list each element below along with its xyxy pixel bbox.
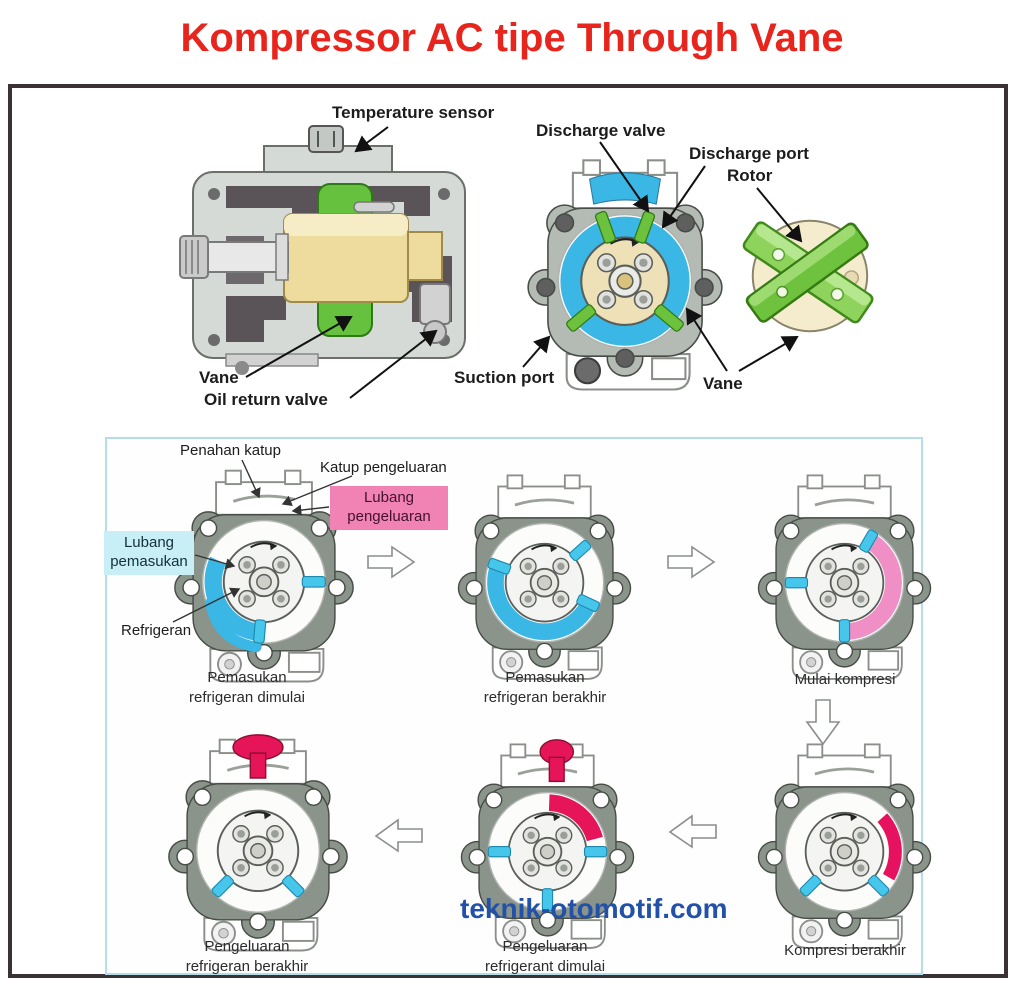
rotor-vane-figure xyxy=(733,192,881,354)
compressor-front-cutaway-figure xyxy=(520,152,730,402)
discharge-valve-label: Discharge valve xyxy=(536,121,666,140)
step-1-caption: Pemasukan refrigeran dimulai xyxy=(189,669,305,706)
vane-left-label: Vane xyxy=(199,368,239,387)
temperature-sensor-label: Temperature sensor xyxy=(332,103,495,122)
rotor-label: Rotor xyxy=(727,166,773,185)
step-3-caption: Mulai kompresi xyxy=(794,671,896,688)
vane-right-label: Vane xyxy=(703,374,743,393)
step-6-caption: Pengeluaran refrigeran berakhir xyxy=(185,938,309,975)
katup-pengeluaran-label: Katup pengeluaran xyxy=(320,459,447,476)
step-5-caption: Pengeluaran refrigerant dimulai xyxy=(484,938,606,975)
oil-return-valve-label: Oil return valve xyxy=(204,390,328,409)
discharge-port-label: Discharge port xyxy=(689,144,809,163)
cycle-step-5-figure xyxy=(455,737,640,959)
step-4-caption: Kompresi berakhir xyxy=(784,942,906,959)
lubang-pengeluaran-tag: Lubang pengeluaran xyxy=(330,486,448,530)
page-title: Kompressor AC tipe Through Vane xyxy=(180,16,844,60)
cycle-step-6-figure xyxy=(162,732,354,962)
compressor-side-cutaway-figure xyxy=(168,116,488,388)
watermark-text: teknik-otomotif.com xyxy=(460,893,728,924)
suction-port-label: Suction port xyxy=(454,368,555,387)
cycle-step-4-figure xyxy=(752,737,937,959)
cycle-step-2-figure xyxy=(452,468,637,690)
lubang-pemasukan-tag: Lubang pemasukan xyxy=(104,531,194,575)
penahan-katup-label: Penahan katup xyxy=(180,442,281,459)
step-2-caption: Pemasukan refrigeran berakhir xyxy=(483,669,607,706)
refrigeran-label: Refrigeran xyxy=(121,622,192,639)
cycle-step-3-figure xyxy=(752,468,937,690)
